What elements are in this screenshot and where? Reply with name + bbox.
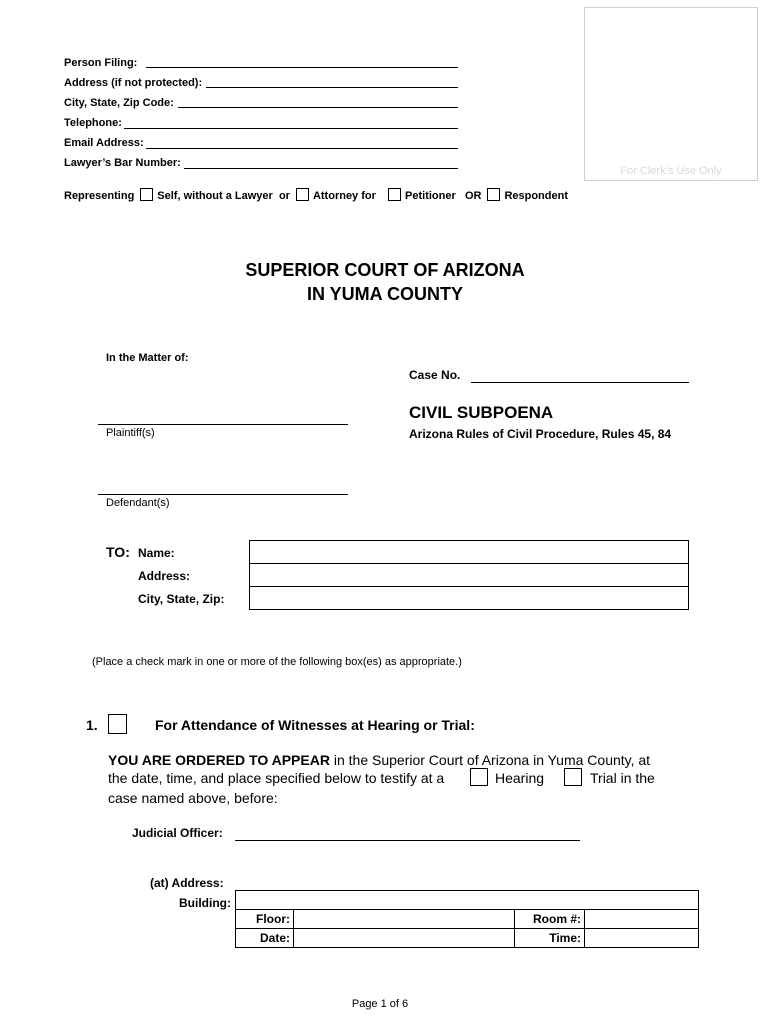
defendant-field[interactable]	[98, 494, 348, 495]
instruction-text: (Place a check mark in one or more of the following box(es) as appropriate.)	[92, 656, 462, 668]
building-field[interactable]	[236, 891, 699, 910]
page-number: Page 1 of 6	[351, 998, 409, 1010]
to-csz-label: City, State, Zip:	[138, 592, 225, 606]
or-label-2: OR	[464, 190, 482, 202]
time-field[interactable]	[585, 929, 699, 948]
address-field[interactable]	[206, 87, 458, 88]
at-address-label: (at) Address:	[150, 876, 224, 890]
document-title: CIVIL SUBPOENA	[409, 403, 554, 422]
date-field[interactable]	[294, 929, 515, 948]
respondent-checkbox[interactable]	[487, 188, 500, 201]
building-label: Building:	[179, 896, 231, 910]
to-name-field[interactable]	[250, 541, 689, 564]
clerk-use-box	[584, 7, 758, 181]
case-no-label: Case No.	[409, 368, 461, 382]
trial-checkbox[interactable]	[564, 768, 582, 786]
email-field[interactable]	[146, 148, 458, 149]
bar-number-label: Lawyer’s Bar Number:	[64, 157, 181, 169]
room-label: Room #:	[515, 910, 585, 929]
telephone-label: Telephone:	[64, 117, 122, 129]
section1-body3: case named above, before:	[108, 790, 278, 806]
hearing-checkbox[interactable]	[470, 768, 488, 786]
or-label: or	[278, 190, 290, 202]
clerk-use-label: For Clerk’s Use Only	[620, 165, 722, 177]
court-title	[0, 258, 770, 306]
representing-row	[64, 188, 568, 202]
plaintiff-field[interactable]	[98, 424, 348, 425]
city-state-zip-field[interactable]	[178, 107, 458, 108]
telephone-field[interactable]	[124, 128, 458, 129]
rules-citation: Arizona Rules of Civil Procedure, Rules 45, 84	[409, 427, 672, 441]
ordered-to-appear: YOU ARE ORDERED TO APPEAR	[108, 752, 330, 768]
at-address-field[interactable]	[235, 888, 699, 889]
attorney-checkbox[interactable]	[296, 188, 309, 201]
in-the-matter-label: In the Matter of:	[106, 352, 189, 364]
section1-title: For Attendance of Witnesses at Hearing or Trial:	[155, 717, 475, 733]
date-label: Date:	[236, 929, 294, 948]
bar-number-field[interactable]	[184, 168, 458, 169]
petitioner-label: Petitioner	[405, 190, 456, 202]
to-csz-field[interactable]	[250, 587, 689, 610]
judicial-officer-label: Judicial Officer:	[132, 826, 223, 840]
court-title-line2: IN YUMA COUNTY	[306, 284, 463, 304]
to-name-label: Name:	[138, 546, 175, 560]
section1-body1: in the Superior Court of Arizona in Yuma County, at	[329, 752, 651, 768]
to-address-field[interactable]	[250, 564, 689, 587]
respondent-label: Respondent	[504, 190, 568, 202]
hearing-label: Hearing	[495, 770, 545, 786]
representing-label: Representing	[64, 190, 135, 202]
defendant-label: Defendant(s)	[106, 497, 170, 509]
email-label: Email Address:	[64, 137, 144, 149]
section1-checkbox[interactable]	[108, 714, 127, 734]
floor-label: Floor:	[236, 910, 294, 929]
location-table	[235, 890, 699, 948]
self-checkbox[interactable]	[140, 188, 153, 201]
address-label: Address (if not protected):	[64, 77, 203, 89]
trial-label: Trial in the	[590, 770, 655, 786]
section1-number: 1.	[86, 717, 98, 733]
attorney-label: Attorney for	[312, 190, 376, 202]
time-label: Time:	[515, 929, 585, 948]
room-field[interactable]	[585, 910, 699, 929]
petitioner-checkbox[interactable]	[388, 188, 401, 201]
to-label: TO:	[106, 544, 130, 560]
case-no-field[interactable]	[471, 382, 689, 383]
self-label: Self, without a Lawyer	[157, 190, 273, 202]
section1-line1	[108, 752, 650, 768]
to-fields-table	[249, 540, 689, 610]
to-address-label: Address:	[138, 569, 191, 583]
person-filing-field[interactable]	[146, 67, 458, 68]
section1-body2: the date, time, and place specified below to testify at a	[108, 770, 445, 786]
court-title-line1: SUPERIOR COURT OF ARIZONA	[245, 260, 525, 280]
floor-field[interactable]	[294, 910, 515, 929]
plaintiff-label: Plaintiff(s)	[106, 427, 155, 439]
person-filing-label: Person Filing:	[64, 57, 138, 69]
judicial-officer-field[interactable]	[235, 840, 580, 841]
city-state-zip-label: City, State, Zip Code:	[64, 97, 174, 109]
